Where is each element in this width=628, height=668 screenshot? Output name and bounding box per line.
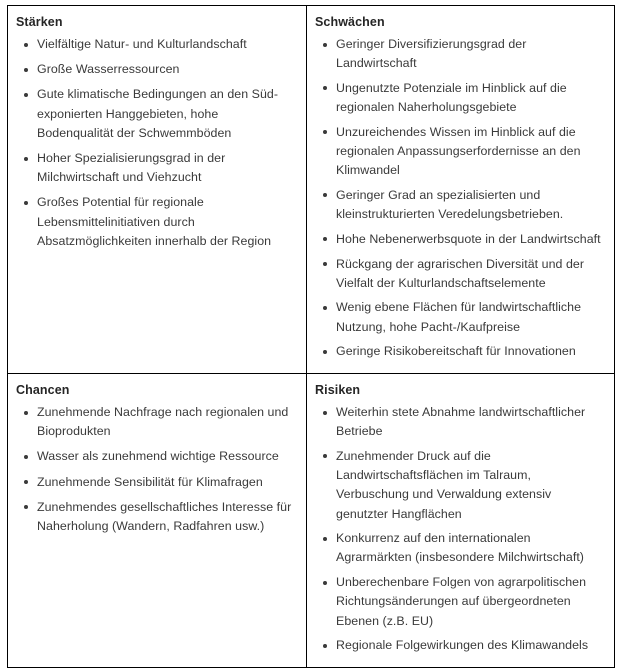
list-item-text: Gute klimatische Bedingungen an den Süd-exponierten Hanggebieten, hohe Bodenqualität der Schwemmböden — [37, 87, 279, 140]
list-item-text: Regionale Folgewirkungen des Klimawandels — [336, 638, 589, 653]
weaknesses-content — [307, 6, 614, 373]
bullet-icon — [323, 262, 327, 266]
list-item-text: Konkurrenz auf den internationalen Agrarmärkten (insbesondere Milchwirtschaft) — [336, 531, 584, 565]
bullet-icon — [323, 537, 327, 541]
list-item — [315, 298, 606, 336]
opportunities-title: Chancen — [16, 383, 70, 398]
list-item-text: Zunehmende Nachfrage nach regionalen und Bioprodukten — [37, 405, 289, 439]
list-item-text: Geringer Diversifizierungsgrad der Landwirtschaft — [336, 37, 527, 71]
bullet-icon — [323, 581, 327, 585]
swot-row-bottom — [8, 374, 615, 668]
bullet-icon — [323, 193, 327, 197]
bullet-icon — [323, 86, 327, 90]
list-item — [315, 342, 606, 361]
bullet-icon — [24, 455, 28, 459]
list-item — [16, 60, 298, 79]
strengths-content — [8, 6, 306, 257]
swot-cell-weaknesses — [307, 6, 615, 374]
list-item-text: Weiterhin stete Abnahme landwirtschaftlicher Betriebe — [336, 405, 586, 439]
list-item-text: Zunehmende Sensibilität für Klimafragen — [37, 474, 263, 489]
bullet-icon — [24, 93, 28, 97]
swot-cell-threats — [307, 374, 615, 668]
threats-title: Risiken — [315, 383, 361, 398]
bullet-icon — [323, 43, 327, 47]
list-item-text: Zunehmender Druck auf die Landwirtschaftsflächen im Talraum, Verbuschung und Verwaldung extensiv genutzter Hangflächen — [336, 448, 552, 521]
list-item — [315, 529, 606, 567]
bullet-icon — [24, 43, 28, 47]
list-item-text: Unberechenbare Folgen von agrarpolitischen Richtungsänderungen auf übergeordneten Ebenen (z.B. EU) — [336, 575, 587, 628]
threats-content — [307, 374, 614, 667]
threats-list — [315, 403, 606, 655]
list-item — [315, 636, 606, 655]
list-item — [315, 123, 606, 181]
bullet-icon — [323, 350, 327, 354]
list-item-text: Wenig ebene Flächen für landwirtschaftliche Nutzung, hohe Pacht-/Kaufpreise — [336, 300, 582, 334]
list-item — [315, 255, 606, 293]
bullet-icon — [323, 644, 327, 648]
list-item — [315, 230, 606, 249]
swot-cell-opportunities — [8, 374, 307, 668]
list-item — [16, 473, 298, 492]
list-item-text: Vielfältige Natur- und Kulturlandschaft — [37, 37, 247, 51]
opportunities-content — [8, 374, 306, 542]
list-item — [315, 403, 606, 441]
list-item — [315, 447, 606, 524]
weaknesses-title: Schwächen — [315, 15, 385, 29]
strengths-title: Stärken — [16, 15, 63, 29]
bullet-icon — [323, 454, 327, 458]
bullet-icon — [24, 201, 28, 205]
list-item-text: Geringer Grad an spezialisierten und kleinstrukturierten Veredelungsbetrieben. — [336, 187, 564, 222]
list-item — [16, 403, 298, 441]
bullet-icon — [24, 68, 28, 72]
list-item — [315, 35, 606, 73]
list-item-text: Wasser als zunehmend wichtige Ressource — [37, 449, 279, 464]
list-item — [16, 447, 298, 466]
swot-analysis-table — [7, 5, 615, 668]
list-item — [16, 149, 298, 187]
list-item — [315, 573, 606, 631]
bullet-icon — [24, 411, 28, 415]
bullet-icon — [323, 306, 327, 310]
list-item-text: Hohe Nebenerwerbsquote in der Landwirtschaft — [336, 231, 601, 246]
list-item — [315, 186, 606, 224]
opportunities-list — [16, 403, 298, 536]
bullet-icon — [24, 480, 28, 484]
list-item — [16, 498, 298, 536]
list-item-text: Zunehmendes gesellschaftliches Interesse für Naherholung (Wandern, Radfahren usw.) — [37, 499, 292, 534]
bullet-icon — [24, 505, 28, 509]
list-item — [16, 193, 298, 251]
list-item — [16, 85, 298, 143]
list-item-text: Ungenutzte Potenziale im Hinblick auf die regionalen Naherholungsgebiete — [336, 80, 567, 115]
list-item — [16, 35, 298, 54]
weaknesses-list — [315, 35, 606, 362]
list-item-text: Große Wasserressourcen — [37, 62, 180, 77]
list-item-text: Geringe Risikobereitschaft für Innovationen — [336, 344, 576, 359]
list-item-text: Großes Potential für regionale Lebensmittelinitiativen durch Absatzmöglichkeiten innerhalb der Region — [37, 195, 272, 248]
bullet-icon — [24, 157, 28, 161]
swot-row-top — [8, 6, 615, 374]
list-item — [315, 79, 606, 117]
list-item-text: Unzureichendes Wissen im Hinblick auf die regionalen Anpassungserfordernisse an den Klimwandel — [336, 124, 581, 178]
bullet-icon — [323, 411, 327, 415]
strengths-list — [16, 35, 298, 251]
swot-cell-strengths — [8, 6, 307, 374]
list-item-text: Rückgang der agrarischen Diversität und der Vielfalt der Kulturlandschaftselemente — [336, 256, 585, 290]
bullet-icon — [323, 130, 327, 134]
list-item-text: Hoher Spezialisierungsgrad in der Milchwirtschaft und Viehzucht — [37, 151, 226, 185]
bullet-icon — [323, 237, 327, 241]
